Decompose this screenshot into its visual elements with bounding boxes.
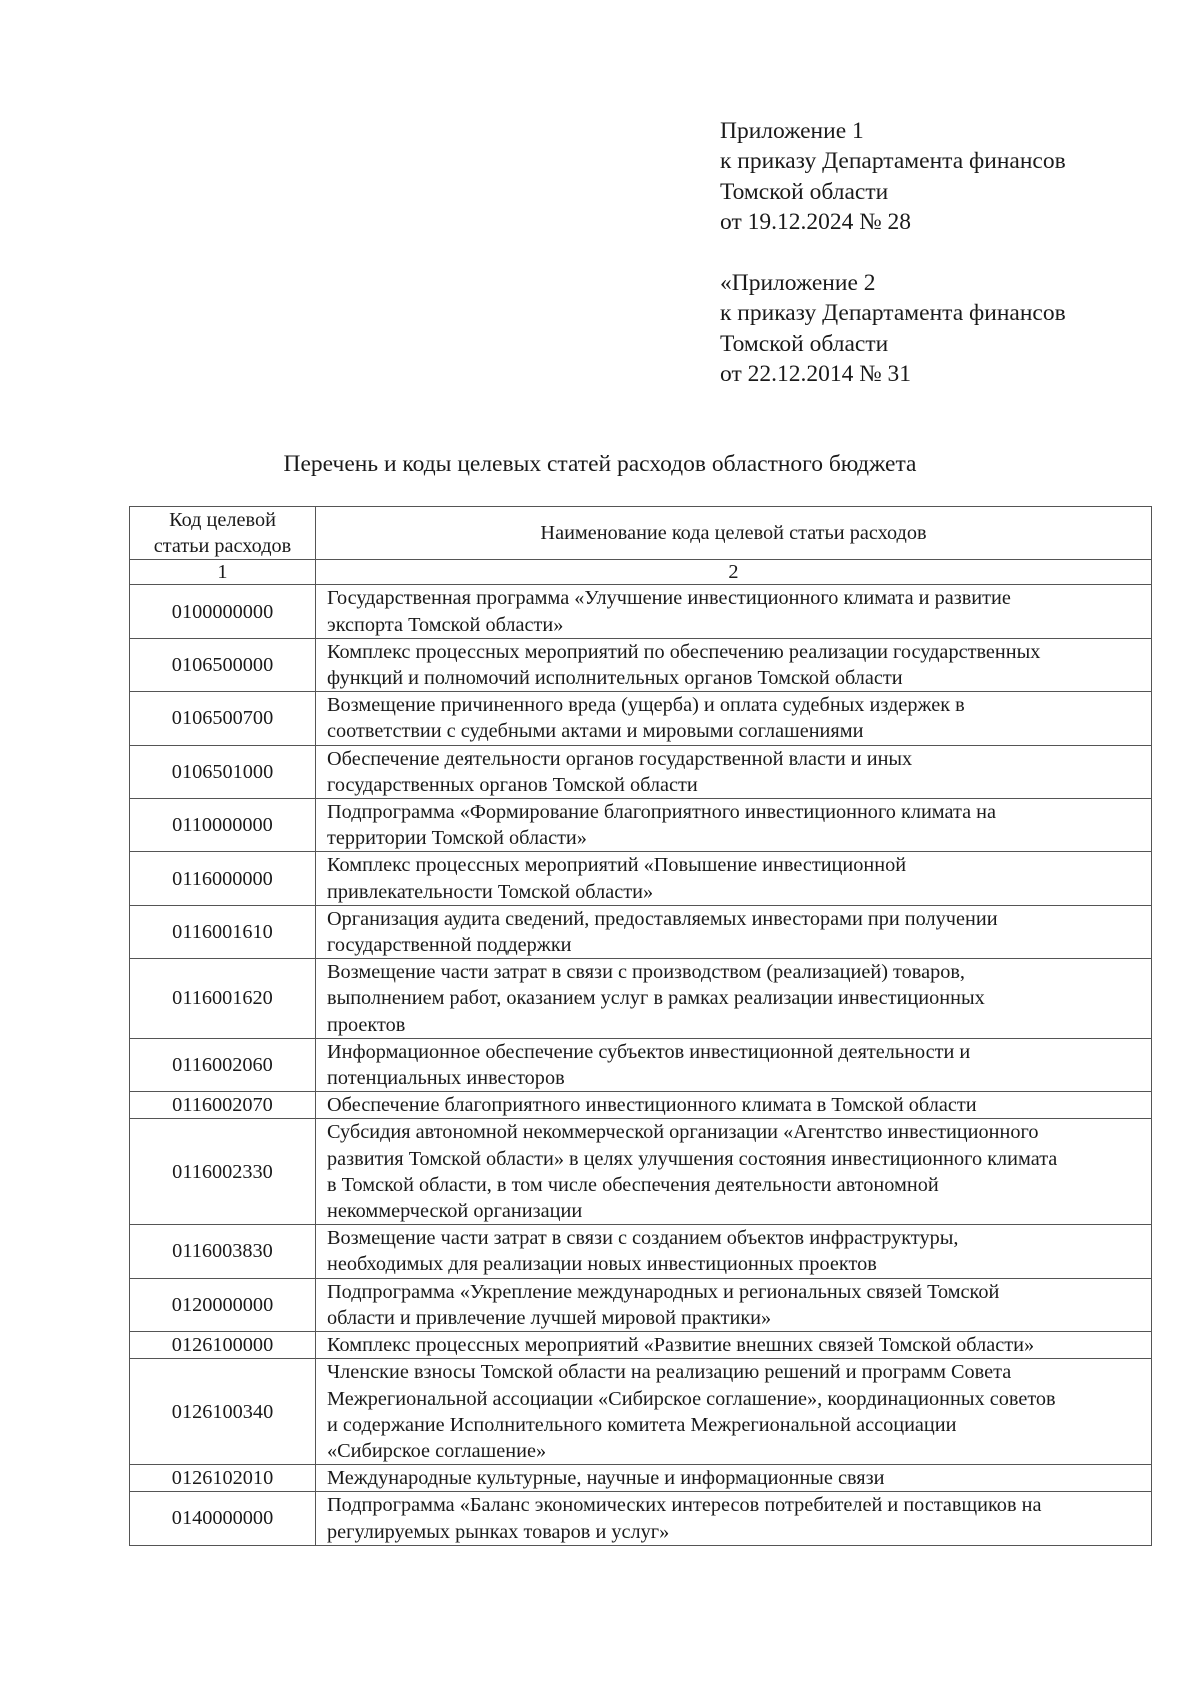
column-header-code (130, 507, 316, 560)
expense-name (316, 692, 1152, 745)
expense-name-line: государственной поддержки (327, 934, 572, 957)
table-row (130, 692, 1152, 745)
expense-name-line: Комплекс процессных мероприятий по обеспечению реализации государственных (327, 640, 1041, 663)
table-header-row (130, 507, 1152, 560)
expense-name (316, 1038, 1152, 1091)
expense-name (316, 1332, 1152, 1359)
expense-name-line: Государственная программа «Улучшение инвестиционного климата и развитие (327, 587, 1011, 610)
expense-name (316, 905, 1152, 958)
expense-name-line: Информационное обеспечение субъектов инвестиционной деятельности и (327, 1040, 971, 1063)
column-number-row (130, 560, 1152, 585)
expense-name-line: Обеспечение благоприятного инвестиционного климата в Томской области (327, 1094, 977, 1117)
table-row (130, 852, 1152, 905)
expense-name (316, 852, 1152, 905)
expense-code: 0106500000 (130, 638, 316, 691)
expense-name-line: Организация аудита сведений, предоставляемых инвесторами при получении (327, 907, 998, 930)
expense-name-line: экспорта Томской области» (327, 613, 564, 636)
expense-name (316, 1119, 1152, 1225)
expense-code: 0116002330 (130, 1119, 316, 1225)
expense-name-line: некоммерческой организации (327, 1200, 583, 1223)
appendix-2-line: от 22.12.2014 № 31 (720, 360, 912, 387)
expense-name-line: Возмещение части затрат в связи с созданием объектов инфраструктуры, (327, 1227, 959, 1250)
column-header-code-line: статьи расходов (153, 535, 292, 558)
expense-name (316, 1359, 1152, 1465)
expense-name-line: Возмещение части затрат в связи с производством (реализацией) товаров, (327, 961, 966, 984)
expense-code: 0126102010 (130, 1465, 316, 1492)
expense-name-line: привлекательности Томской области» (327, 880, 654, 903)
table-row (130, 799, 1152, 852)
document-title: Перечень и коды целевых статей расходов областного бюджета (283, 451, 917, 477)
table-row (130, 1278, 1152, 1331)
expense-code: 0116002060 (130, 1038, 316, 1091)
appendix-1-header (720, 116, 1160, 237)
expense-code: 0100000000 (130, 585, 316, 638)
appendix-2-line: «Приложение 2 (720, 270, 876, 296)
table-row (130, 585, 1152, 638)
expense-name-line: области и привлечение лучшей мировой практики» (327, 1306, 772, 1329)
appendix-1-line: Томской области (720, 178, 889, 205)
expense-name-line: проектов (327, 1013, 406, 1036)
expense-name-line: и содержание Исполнительного комитета Межрегиональной ассоциации (327, 1413, 957, 1436)
expense-name-line: Членские взносы Томской области на реализацию решений и программ Совета (327, 1361, 1012, 1384)
table-row (130, 1038, 1152, 1091)
expense-name (316, 1092, 1152, 1119)
table-row (130, 1225, 1152, 1278)
expense-code: 0126100340 (130, 1359, 316, 1465)
expense-name-line: Субсидия автономной некоммерческой организации «Агентство инвестиционного (327, 1121, 1039, 1144)
expense-name (316, 1465, 1152, 1492)
expense-name-line: Возмещение причиненного вреда (ущерба) и оплата судебных издержек в (327, 694, 965, 717)
expense-name-line: Обеспечение деятельности органов государственной власти и иных (327, 747, 913, 770)
expense-code: 0116001620 (130, 959, 316, 1039)
expense-name-line: Комплекс процессных мероприятий «Повышение инвестиционной (327, 854, 907, 877)
expense-codes-table (129, 506, 1152, 1546)
expense-code: 0106500700 (130, 692, 316, 745)
expense-name (316, 745, 1152, 798)
appendix-2-header (720, 268, 1160, 389)
expense-code: 0126100000 (130, 1332, 316, 1359)
expense-name (316, 1225, 1152, 1278)
appendix-2-line: к приказу Департамента финансов (720, 300, 1066, 327)
expense-name-line: Комплекс процессных мероприятий «Развитие внешних связей Томской области» (327, 1334, 1035, 1357)
expense-code: 0116000000 (130, 852, 316, 905)
expense-name-line: государственных органов Томской области (327, 773, 698, 796)
table-row (130, 1465, 1152, 1492)
expense-code: 0116001610 (130, 905, 316, 958)
expense-code: 0120000000 (130, 1278, 316, 1331)
expense-name-line: соответствии с судебными актами и мировыми соглашениями (327, 720, 864, 743)
expense-name (316, 799, 1152, 852)
appendix-1-line: от 19.12.2024 № 28 (720, 208, 912, 235)
table-row (130, 1119, 1152, 1225)
expense-name (316, 959, 1152, 1039)
expense-name (316, 585, 1152, 638)
expense-name-line: «Сибирское соглашение» (327, 1439, 547, 1462)
appendix-1-line: к приказу Департамента финансов (720, 148, 1066, 175)
expense-name-line: выполнением работ, оказанием услуг в рамках реализации инвестиционных (327, 987, 985, 1010)
expense-name-line: Международные культурные, научные и информационные связи (327, 1467, 885, 1490)
expense-name (316, 1278, 1152, 1331)
appendix-1-line: Приложение 1 (720, 118, 864, 144)
expense-name-line: необходимых для реализации новых инвестиционных проектов (327, 1253, 877, 1276)
expense-code: 0116002070 (130, 1092, 316, 1119)
table-row (130, 1492, 1152, 1545)
column-number: 1 (130, 560, 316, 585)
expense-code: 0116003830 (130, 1225, 316, 1278)
column-header-code-line: Код целевой (169, 509, 276, 531)
column-number: 2 (316, 560, 1152, 585)
expense-name-line: потенциальных инвесторов (327, 1067, 565, 1090)
expense-name-line: Подпрограмма «Формирование благоприятного инвестиционного климата на (327, 801, 997, 824)
expense-name (316, 1492, 1152, 1545)
expense-code: 0140000000 (130, 1492, 316, 1545)
expense-name-line: Межрегиональной ассоциации «Сибирское соглашение», координационных советов (327, 1387, 1056, 1410)
table-row (130, 905, 1152, 958)
table-row (130, 638, 1152, 691)
expense-name-line: в Томской области, в том числе обеспечения деятельности автономной (327, 1173, 939, 1196)
column-header-name: Наименование кода целевой статьи расходов (316, 507, 1152, 560)
table-row (130, 1332, 1152, 1359)
appendix-2-line: Томской области (720, 330, 889, 357)
expense-name-line: регулируемых рынках товаров и услуг» (327, 1520, 670, 1543)
expense-name-line: территории Томской области» (327, 827, 587, 850)
expense-code: 0110000000 (130, 799, 316, 852)
expense-name-line: Подпрограмма «Укрепление международных и региональных связей Томской (327, 1280, 1000, 1303)
table-row (130, 959, 1152, 1039)
table-row (130, 1092, 1152, 1119)
expense-code: 0106501000 (130, 745, 316, 798)
table-row (130, 745, 1152, 798)
expense-name-line: развития Томской области» в целях улучшения состояния инвестиционного климата (327, 1147, 1058, 1170)
expense-name-line: функций и полномочий исполнительных органов Томской области (327, 667, 903, 690)
expense-name-line: Подпрограмма «Баланс экономических интересов потребителей и поставщиков на (327, 1494, 1042, 1517)
table-row (130, 1359, 1152, 1465)
expense-name (316, 638, 1152, 691)
